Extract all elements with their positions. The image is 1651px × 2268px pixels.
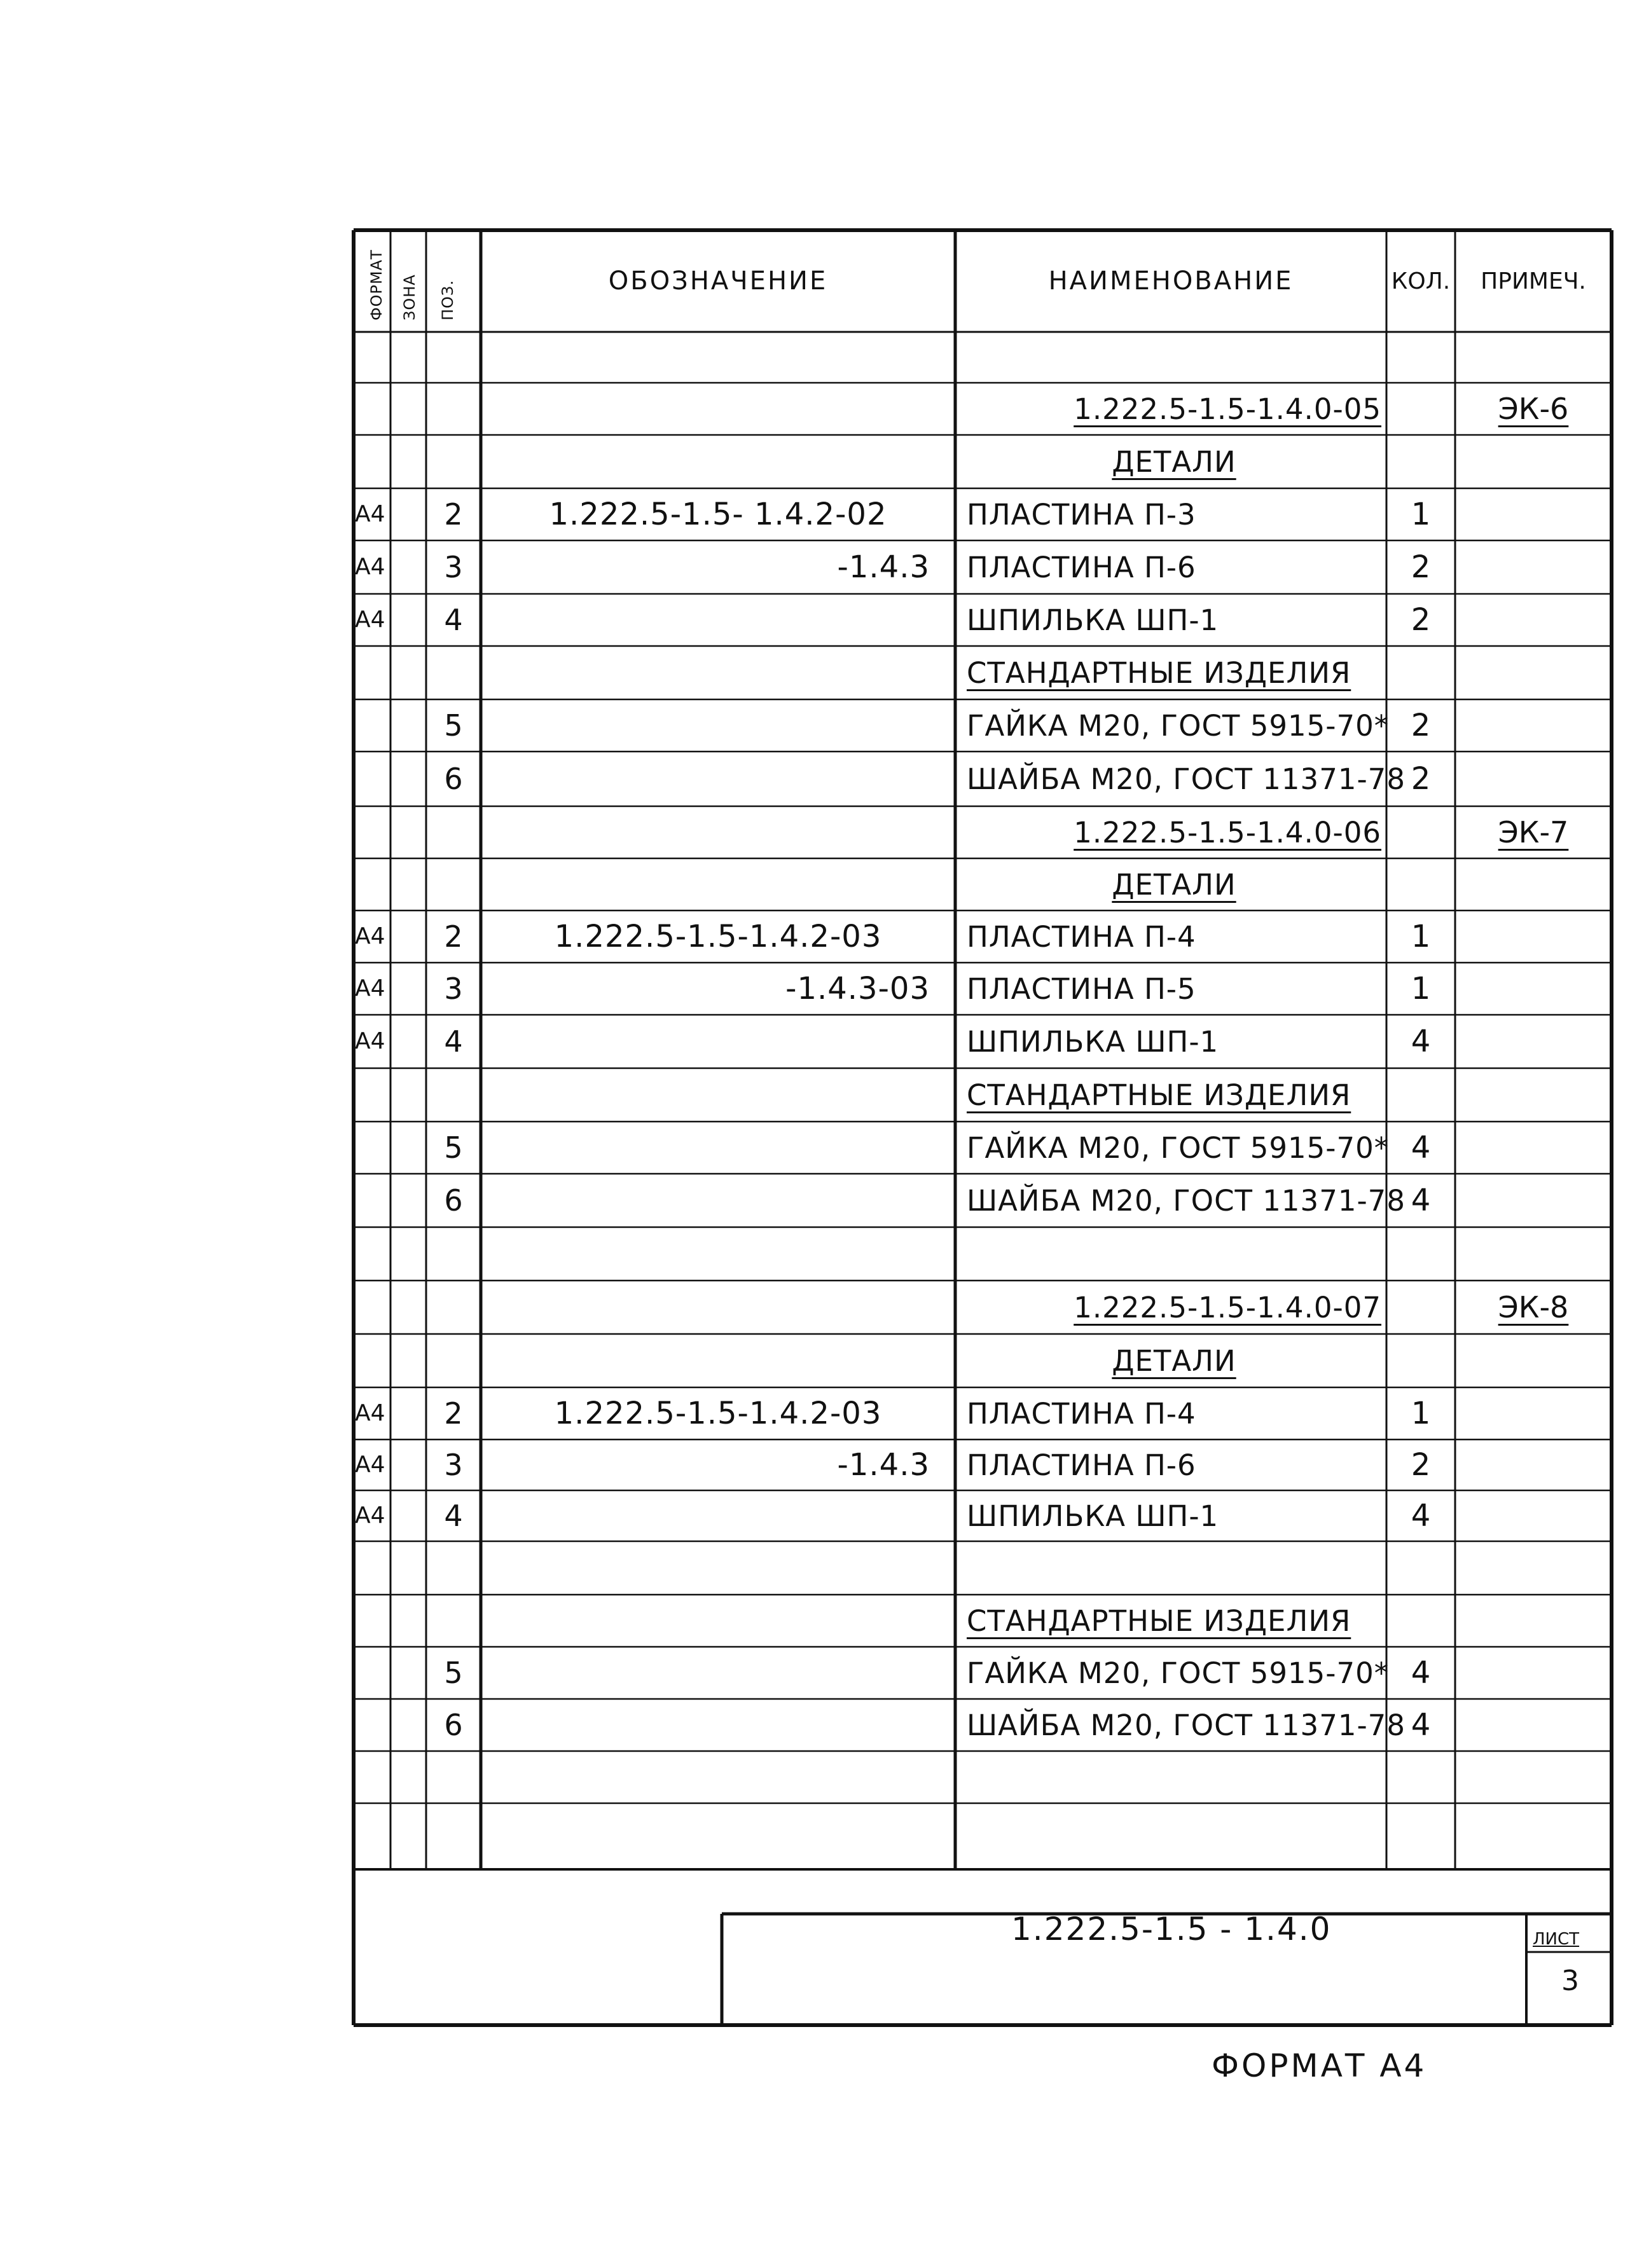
cell-qty bbox=[1386, 1237, 1455, 1270]
cell-name: ГАЙКА М20, ГОСТ 5915-70* bbox=[967, 708, 1390, 743]
cell-qty bbox=[1386, 1078, 1455, 1111]
cell-pos bbox=[426, 868, 481, 901]
cell-pos: 2 bbox=[444, 497, 463, 532]
cell-format bbox=[355, 1761, 389, 1794]
cell-qty bbox=[1386, 445, 1455, 478]
cell-name: ПЛАСТИНА П-6 bbox=[967, 1448, 1196, 1482]
cell-pos: 5 bbox=[444, 1131, 463, 1165]
cell-qty: 4 bbox=[1411, 1707, 1431, 1743]
cell-designation: 1.222.5-1.5-1.4.2-03 bbox=[554, 1396, 882, 1431]
cell-designation bbox=[506, 1184, 930, 1217]
cell-pos: 4 bbox=[444, 1024, 463, 1059]
cell-format: А4 bbox=[355, 501, 385, 527]
cell-note bbox=[1455, 1499, 1612, 1532]
cell-note bbox=[1455, 1184, 1612, 1217]
cell-pos bbox=[426, 1344, 481, 1377]
cell-pos bbox=[426, 1604, 481, 1637]
cell-designation bbox=[506, 1237, 930, 1270]
format-footer: ФОРМАТ А4 bbox=[1212, 2047, 1427, 2084]
cell-note bbox=[1455, 551, 1612, 584]
cell-format: А4 bbox=[355, 554, 385, 580]
cell-pos: 6 bbox=[444, 762, 463, 796]
cell-format bbox=[355, 762, 389, 795]
cell-note bbox=[1455, 1237, 1612, 1270]
cell-note bbox=[1455, 498, 1612, 531]
cell-qty bbox=[1386, 816, 1455, 849]
cell-format bbox=[355, 445, 389, 478]
cell-note bbox=[1455, 1551, 1612, 1584]
cell-note bbox=[1455, 1025, 1612, 1058]
cell-name: ГАЙКА М20, ГОСТ 5915-70* bbox=[967, 1656, 1390, 1690]
cell-qty bbox=[1386, 1761, 1455, 1794]
cell-format bbox=[355, 816, 389, 849]
cell-qty: 4 bbox=[1411, 1655, 1431, 1691]
cell-designation bbox=[506, 868, 930, 901]
cell-format bbox=[355, 1820, 389, 1853]
cell-note bbox=[1455, 1131, 1612, 1164]
cell-pos bbox=[426, 445, 481, 478]
cell-pos bbox=[426, 1078, 481, 1111]
cell-name: СТАНДАРТНЫЕ ИЗДЕЛИЯ bbox=[967, 1604, 1351, 1638]
cell-name: ГАЙКА М20, ГОСТ 5915-70* bbox=[967, 1131, 1390, 1165]
cell-designation bbox=[506, 1499, 930, 1532]
doc-number: 1.222.5-1.5 - 1.4.0 bbox=[1011, 1911, 1332, 1948]
cell-pos bbox=[426, 1551, 481, 1584]
cell-name: СТАНДАРТНЫЕ ИЗДЕЛИЯ bbox=[967, 1078, 1351, 1112]
cell-pos: 4 bbox=[444, 1499, 463, 1533]
cell-name: ШПИЛЬКА ШП-1 bbox=[967, 1499, 1219, 1533]
cell-name: ШАЙБА М20, ГОСТ 11371-78 bbox=[967, 1708, 1406, 1742]
cell-pos bbox=[426, 656, 481, 689]
cell-format bbox=[355, 1344, 389, 1377]
cell-format bbox=[355, 392, 389, 425]
cell-name: ДЕТАЛИ bbox=[1112, 444, 1236, 479]
cell-format bbox=[355, 1184, 389, 1217]
cell-format: А4 bbox=[355, 975, 385, 1001]
cell-qty: 2 bbox=[1411, 1447, 1431, 1483]
cell-format bbox=[355, 656, 389, 689]
cell-qty: 1 bbox=[1411, 1396, 1431, 1431]
cell-pos: 6 bbox=[444, 1183, 463, 1218]
cell-pos: 5 bbox=[444, 1656, 463, 1690]
cell-name: ШАЙБА М20, ГОСТ 11371-78 bbox=[967, 1183, 1406, 1218]
header-note: ПРИМЕЧ. bbox=[1481, 268, 1586, 294]
cell-designation: -1.4.3 bbox=[837, 1447, 930, 1483]
cell-pos: 5 bbox=[444, 708, 463, 743]
cell-note: ЭК-7 bbox=[1498, 815, 1569, 849]
cell-note bbox=[1455, 445, 1612, 478]
cell-designation bbox=[506, 1656, 930, 1689]
cell-note bbox=[1455, 1078, 1612, 1111]
cell-format: А4 bbox=[355, 1400, 385, 1426]
cell-note bbox=[1455, 603, 1612, 636]
sheet-number: 3 bbox=[1561, 1965, 1579, 1997]
cell-name: ДЕТАЛИ bbox=[1112, 1344, 1236, 1378]
cell-designation bbox=[506, 1708, 930, 1742]
cell-format bbox=[355, 1291, 389, 1324]
cell-qty: 4 bbox=[1411, 1498, 1431, 1534]
cell-qty: 2 bbox=[1411, 708, 1431, 743]
cell-qty bbox=[1386, 1820, 1455, 1853]
cell-designation bbox=[506, 1820, 930, 1853]
cell-name: ПЛАСТИНА П-3 bbox=[967, 497, 1196, 532]
cell-designation: -1.4.3-03 bbox=[785, 971, 930, 1007]
cell-format bbox=[355, 1078, 389, 1111]
cell-format bbox=[355, 341, 389, 374]
cell-format bbox=[355, 1656, 389, 1689]
cell-name: 1.222.5-1.5-1.4.0-06 bbox=[1074, 815, 1381, 849]
header-format: ФОРМАТ bbox=[368, 249, 385, 320]
cell-format: А4 bbox=[355, 607, 385, 633]
cell-format bbox=[355, 1604, 389, 1637]
cell-qty: 4 bbox=[1411, 1183, 1431, 1218]
sheet-label: ЛИСТ bbox=[1533, 1930, 1580, 1949]
cell-qty: 4 bbox=[1411, 1024, 1431, 1059]
cell-name: ДЕТАЛИ bbox=[1112, 867, 1236, 902]
cell-qty: 1 bbox=[1411, 497, 1431, 532]
cell-name bbox=[967, 1237, 1381, 1270]
cell-pos: 2 bbox=[444, 1396, 463, 1431]
cell-pos bbox=[426, 1761, 481, 1794]
cell-designation bbox=[506, 1131, 930, 1164]
cell-name bbox=[967, 1761, 1381, 1794]
cell-qty bbox=[1386, 1604, 1455, 1637]
cell-note bbox=[1455, 1820, 1612, 1853]
cell-qty bbox=[1386, 868, 1455, 901]
cell-format bbox=[355, 1708, 389, 1742]
cell-name: ПЛАСТИНА П-4 bbox=[967, 1396, 1196, 1431]
cell-pos bbox=[426, 341, 481, 374]
cell-name bbox=[967, 341, 1381, 374]
cell-format bbox=[355, 1551, 389, 1584]
cell-qty bbox=[1386, 1551, 1455, 1584]
cell-designation: 1.222.5-1.5- 1.4.2-02 bbox=[549, 497, 887, 532]
cell-name: СТАНДАРТНЫЕ ИЗДЕЛИЯ bbox=[967, 656, 1351, 690]
cell-note bbox=[1455, 868, 1612, 901]
cell-name: ШАЙБА М20, ГОСТ 11371-78 bbox=[967, 762, 1406, 796]
header-zone: ЗОНА bbox=[401, 274, 418, 320]
cell-designation bbox=[506, 445, 930, 478]
cell-note bbox=[1455, 709, 1612, 742]
cell-format bbox=[355, 868, 389, 901]
cell-pos bbox=[426, 1291, 481, 1324]
cell-pos bbox=[426, 1237, 481, 1270]
cell-designation: 1.222.5-1.5-1.4.2-03 bbox=[554, 919, 882, 954]
cell-designation bbox=[506, 1551, 930, 1584]
cell-name: ПЛАСТИНА П-6 bbox=[967, 550, 1196, 584]
cell-note bbox=[1455, 1761, 1612, 1794]
cell-qty bbox=[1386, 1291, 1455, 1324]
cell-designation: -1.4.3 bbox=[837, 549, 930, 585]
cell-pos: 3 bbox=[444, 972, 463, 1006]
cell-pos bbox=[426, 392, 481, 425]
cell-designation bbox=[506, 603, 930, 636]
cell-qty bbox=[1386, 1344, 1455, 1377]
cell-pos: 6 bbox=[444, 1708, 463, 1742]
cell-qty: 1 bbox=[1411, 971, 1431, 1007]
cell-note bbox=[1455, 1604, 1612, 1637]
header-qty: КОЛ. bbox=[1391, 268, 1451, 294]
header-designation: ОБОЗНАЧЕНИЕ bbox=[608, 266, 828, 296]
cell-designation bbox=[506, 709, 930, 742]
cell-designation bbox=[506, 1604, 930, 1637]
cell-note bbox=[1455, 341, 1612, 374]
cell-qty: 2 bbox=[1411, 549, 1431, 585]
header-pos: ПОЗ. bbox=[439, 280, 457, 320]
cell-format: А4 bbox=[355, 1028, 385, 1054]
cell-name: 1.222.5-1.5-1.4.0-07 bbox=[1074, 1290, 1381, 1324]
cell-note: ЭК-8 bbox=[1498, 1290, 1569, 1324]
cell-designation bbox=[506, 1291, 930, 1324]
cell-qty: 2 bbox=[1411, 602, 1431, 638]
cell-designation bbox=[506, 1761, 930, 1794]
cell-name: ПЛАСТИНА П-5 bbox=[967, 972, 1196, 1006]
cell-note bbox=[1455, 972, 1612, 1005]
cell-note bbox=[1455, 1708, 1612, 1742]
cell-designation bbox=[506, 816, 930, 849]
cell-qty: 2 bbox=[1411, 761, 1431, 797]
cell-qty bbox=[1386, 392, 1455, 425]
cell-name bbox=[967, 1820, 1381, 1853]
header-name: НАИМЕНОВАНИЕ bbox=[1048, 266, 1294, 296]
cell-pos: 4 bbox=[444, 603, 463, 637]
cell-designation bbox=[506, 1078, 930, 1111]
cell-note bbox=[1455, 920, 1612, 953]
cell-designation bbox=[506, 1025, 930, 1058]
cell-name: ШПИЛЬКА ШП-1 bbox=[967, 1024, 1219, 1059]
cell-pos bbox=[426, 1820, 481, 1853]
cell-note bbox=[1455, 1344, 1612, 1377]
cell-designation bbox=[506, 341, 930, 374]
cell-designation bbox=[506, 1344, 930, 1377]
cell-designation bbox=[506, 392, 930, 425]
cell-name: ПЛАСТИНА П-4 bbox=[967, 919, 1196, 954]
cell-designation bbox=[506, 762, 930, 795]
cell-qty: 1 bbox=[1411, 919, 1431, 954]
cell-format bbox=[355, 709, 389, 742]
cell-pos: 3 bbox=[444, 1448, 463, 1482]
cell-name: ШПИЛЬКА ШП-1 bbox=[967, 603, 1219, 637]
cell-note bbox=[1455, 656, 1612, 689]
cell-note bbox=[1455, 762, 1612, 795]
cell-name: 1.222.5-1.5-1.4.0-05 bbox=[1074, 392, 1381, 426]
cell-pos: 3 bbox=[444, 550, 463, 584]
cell-format bbox=[355, 1131, 389, 1164]
cell-format: А4 bbox=[355, 1452, 385, 1478]
cell-pos: 2 bbox=[444, 919, 463, 954]
cell-format: А4 bbox=[355, 1502, 385, 1529]
cell-note bbox=[1455, 1448, 1612, 1481]
cell-qty bbox=[1386, 341, 1455, 374]
cell-designation bbox=[506, 656, 930, 689]
cell-format bbox=[355, 1237, 389, 1270]
cell-format: А4 bbox=[355, 923, 385, 949]
cell-note bbox=[1455, 1397, 1612, 1430]
cell-note bbox=[1455, 1656, 1612, 1689]
cell-note: ЭК-6 bbox=[1498, 392, 1569, 426]
cell-pos bbox=[426, 816, 481, 849]
cell-name bbox=[967, 1551, 1381, 1584]
cell-qty: 4 bbox=[1411, 1130, 1431, 1165]
cell-qty bbox=[1386, 656, 1455, 689]
